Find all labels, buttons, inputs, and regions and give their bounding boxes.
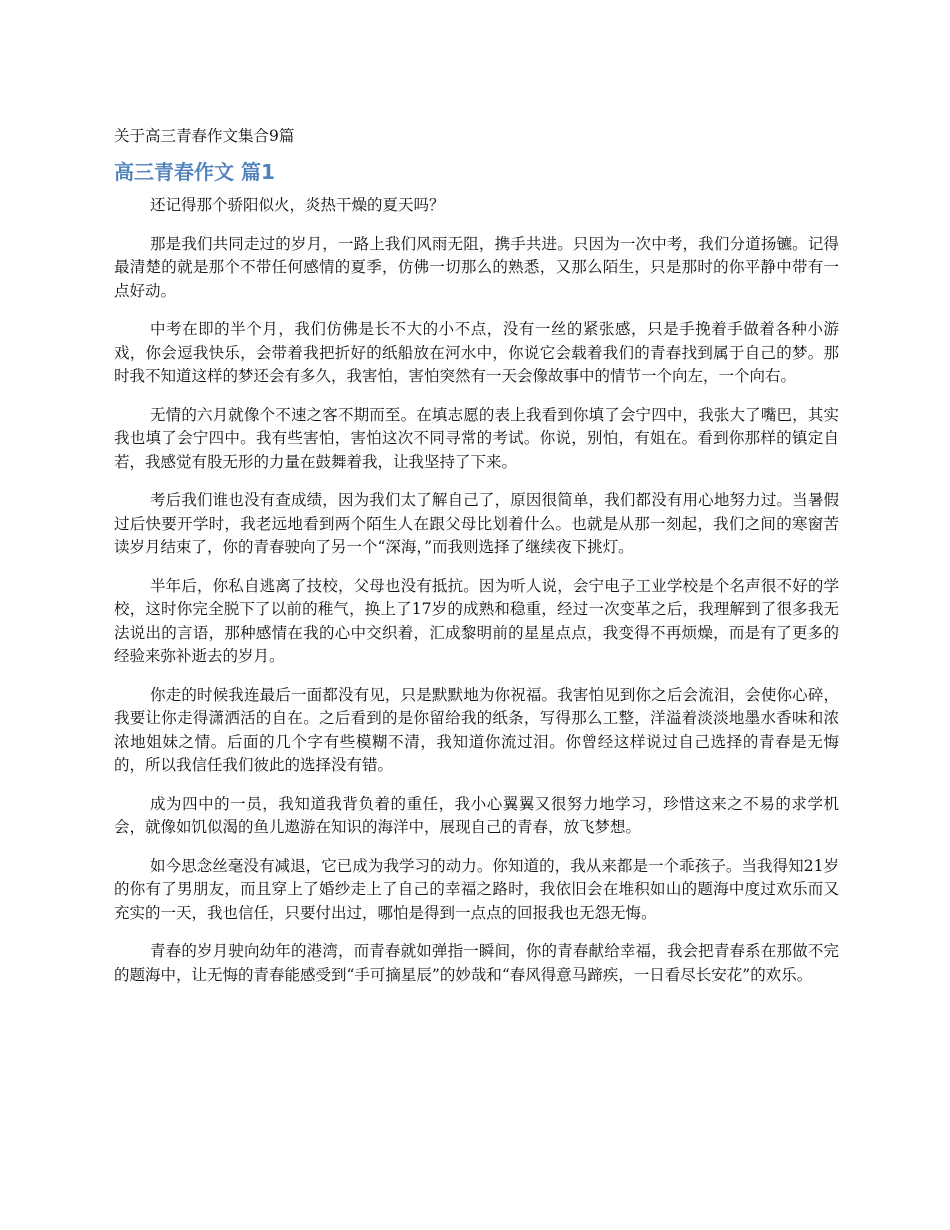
paragraph-8: 成为四中的一员，我知道我背负着的重任，我小心翼翼又很努力地学习，珍惜这来之不易的求学机会，就像如饥似渴的鱼儿遨游在知识的海洋中，展现自己的青春，放飞梦想。 [114, 794, 839, 836]
paragraph-10: 青春的岁月驶向幼年的港湾，而青春就如弹指一瞬间，你的青春献给幸福，我会把青春系在那做不完的题海中，让无悔的青春能感受到“手可摘星辰”的妙哉和“春风得意马蹄疾，一日看尽长安花”的欢乐。 [114, 942, 839, 984]
paragraph-2: 那是我们共同走过的岁月，一路上我们风雨无阻，携手共进。只因为一次中考，我们分道扬镳。记得最清楚的就是那个不带任何感情的夏季，仿佛一切那么的熟悉，又那么陌生，只是那时的你平静中带有一点好动。 [114, 234, 839, 300]
paragraph-3: 中考在即的半个月，我们仿佛是长不大的小不点，没有一丝的紧张感，只是手挽着手做着各种小游戏，你会逗我快乐，会带着我把折好的纸船放在河水中，你说它会载着我们的青春找到属于自己的梦。那时我不知道这样的梦还会有多久，我害怕，害怕突然有一天会像故事中的情节一个向左，一个向右。 [114, 320, 839, 385]
document-title: 关于高三青春作文集合9篇 [114, 127, 295, 145]
paragraph-4: 无情的六月就像个不速之客不期而至。在填志愿的表上我看到你填了会宁四中，我张大了嘴巴，其实我也填了会宁四中。我有些害怕，害怕这次不同寻常的考试。你说，别怕，有姐在。看到你那样的镇定自若，我感觉有股无形的力量在鼓舞着我，让我坚持了下来。 [114, 405, 839, 471]
paragraph-7: 你走的时候我连最后一面都没有见，只是默默地为你祝福。我害怕见到你之后会流泪，会使你心碎，我要让你走得潇洒活的自在。之后看到的是你留给我的纸条，写得那么工整，洋溢着淡淡地墨水香味和浓浓地姐妹之情。后面的几个字有些模糊不清，我知道你流过泪。你曾经这样说过自己选择的青春是无悔的，所以我信任我们彼此的选择没有错。 [114, 685, 839, 774]
paragraph-9: 如今思念丝毫没有减退，它已成为我学习的动力。你知道的，我从来都是一个乖孩子。当我得知21岁的你有了男朋友，而且穿上了婚纱走上了自己的幸福之路时，我依旧会在堆积如山的题海中度过欢乐而又充实的一天，我也信任，只要付出过，哪怕是得到一点点的回报我也无怨无悔。 [114, 856, 839, 922]
document-page [114, 122, 839, 1002]
paragraph-5: 考后我们谁也没有查成绩，因为我们太了解自己了，原因很简单，我们都没有用心地努力过。当暑假过后快要开学时，我老远地看到两个陌生人在跟父母比划着什么。也就是从那一刻起，我们之间的寒窗苦读岁月结束了，你的青春驶向了另一个“深海，”而我则选择了继续夜下挑灯。 [114, 491, 839, 556]
paragraph-1: 还记得那个骄阳似火，炎热干燥的夏天吗？ [150, 196, 445, 214]
paragraph-6: 半年后，你私自逃离了技校，父母也没有抵抗。因为听人说，会宁电子工业学校是个名声很不好的学校，这时你完全脱下了以前的稚气，换上了17岁的成熟和稳重，经过一次变革之后，我理解到了很多我无法说出的言语，那种感情在我的心中交织着，汇成黎明前的星星点点，我变得不再烦燥，而是有了更多的经验来弥补逝去的岁月。 [114, 576, 839, 665]
section-heading: 高三青春作文 篇1 [114, 160, 275, 184]
